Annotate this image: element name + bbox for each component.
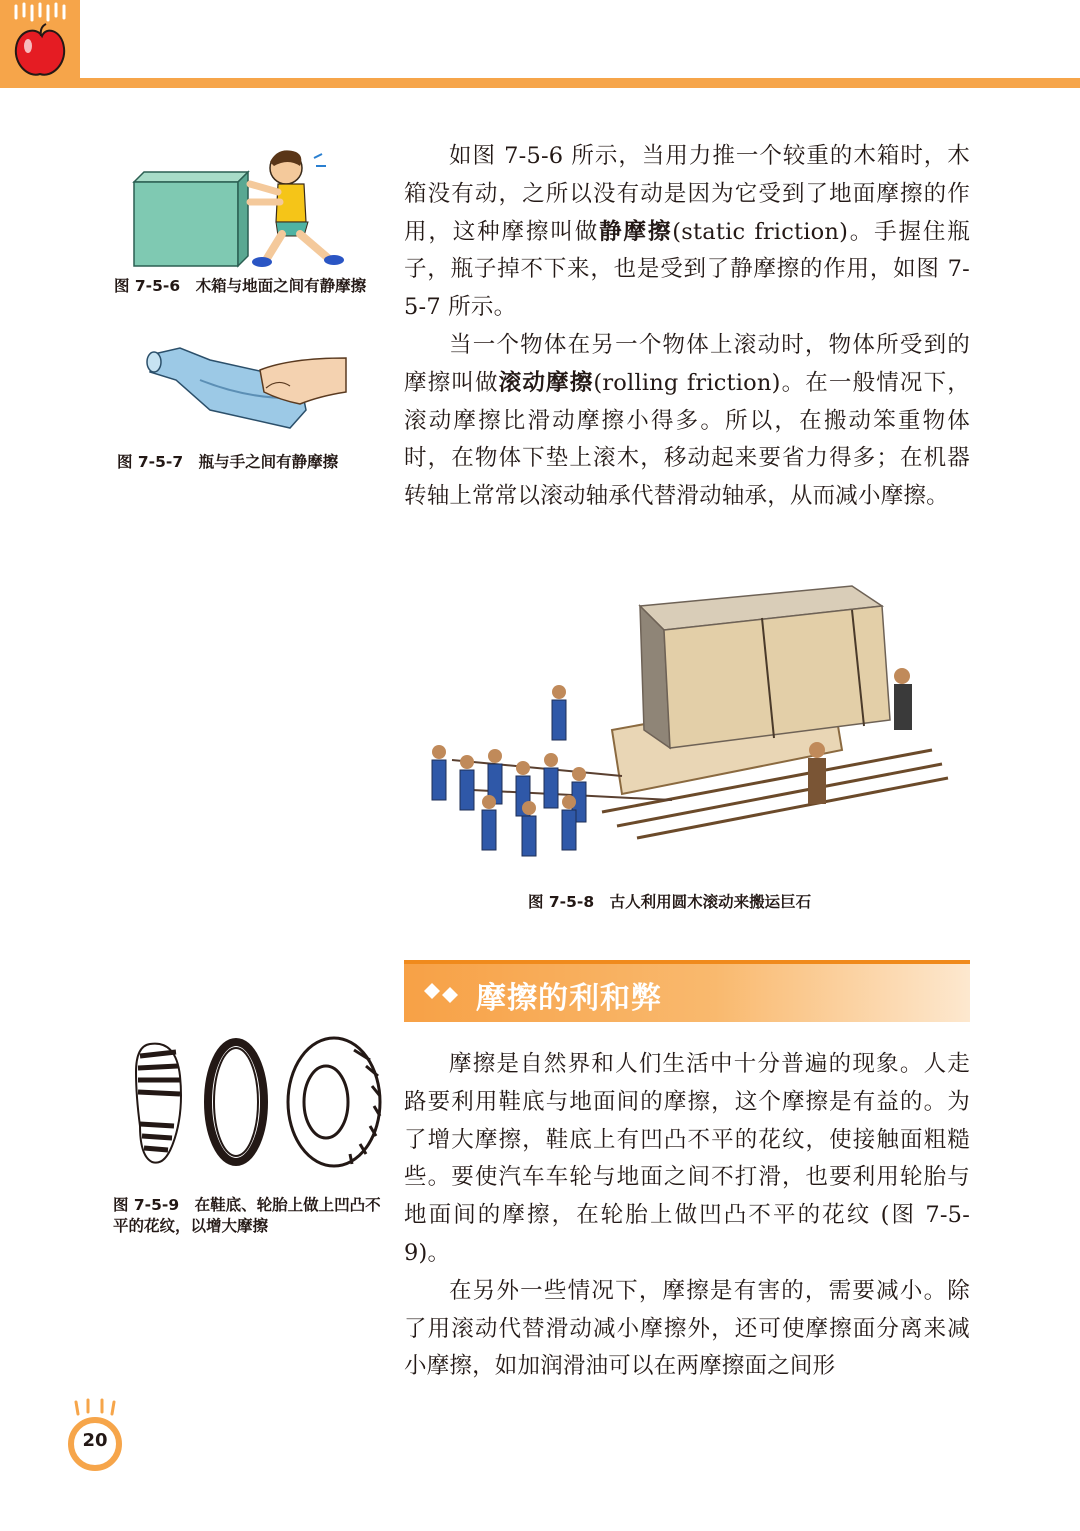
figure-hand-holding-bottle <box>140 340 350 440</box>
header-bar <box>80 78 1080 88</box>
section-title: 摩擦的利和弊 <box>476 981 662 1016</box>
header-corner <box>0 0 80 88</box>
term-rolling-friction: 滚动摩擦 <box>498 369 594 396</box>
body-text-top <box>404 138 970 516</box>
double-diamond-icon <box>422 979 466 1005</box>
section-heading <box>404 960 970 1022</box>
paragraph-friction-harm: 在另外一些情况下，摩擦是有害的，需要减小。除了用滚动代替滑动减小摩擦外，还可使摩擦面分离来减小摩擦，如加润滑油可以在两摩擦面之间形 <box>404 1277 970 1380</box>
paragraph-rolling-friction: 当一个物体在另一个物体上滚动时，物体所受到的摩擦叫做滚动摩擦(rolling friction)。在一般情况下，滚动摩擦比滑动摩擦小得多。所以，在搬动笨重物体时，在物体下垫上滚木，移动起来要省力得多；在机器转轴上常常以滚动轴承代替滑动轴承，从而减小摩擦。 <box>404 331 970 510</box>
figure-caption-7-5-6: 图 7-5-6 木箱与地面之间有静摩擦 <box>114 277 367 295</box>
body-text-bottom <box>404 1046 970 1386</box>
figure-moving-giant-stone <box>412 580 952 886</box>
paragraph-static-friction: 如图 7-5-6 所示，当用力推一个较重的木箱时，木箱没有动，之所以没有动是因为它受到了地面摩擦的作用，这种摩擦叫做静摩擦(static friction)。手握住瓶子，瓶子掉不下来，也是受到了静摩擦的作用，如图 7-5-7 所示。 <box>404 143 970 321</box>
paragraph-friction-benefit: 摩擦是自然界和人们生活中十分普遍的现象。人走路要利用鞋底与地面间的摩擦，这个摩擦是有益的。为了增大摩擦，鞋底上有凹凸不平的花纹，使接触面粗糙些。要使汽车车轮与地面之间不打滑，也要利用轮胎与地面间的摩擦，在轮胎上做凹凸不平的花纹 (图 7-5-9)。 <box>404 1051 970 1266</box>
term-static-friction: 静摩擦 <box>599 218 673 245</box>
figure-caption-7-5-8: 图 7-5-8 古人利用圆木滚动来搬运巨石 <box>528 893 812 911</box>
figure-shoe-sole-and-tires <box>126 1036 384 1170</box>
page-number: 20 <box>82 1430 108 1451</box>
figure-caption-7-5-7: 图 7-5-7 瓶与手之间有静摩擦 <box>117 453 339 471</box>
figure-caption-7-5-9: 图 7-5-9 在鞋底、轮胎上做上凹凸不平的花纹，以增大摩擦 <box>113 1196 381 1235</box>
apple-icon <box>6 2 74 82</box>
figure-boy-pushing-crate <box>128 140 378 270</box>
